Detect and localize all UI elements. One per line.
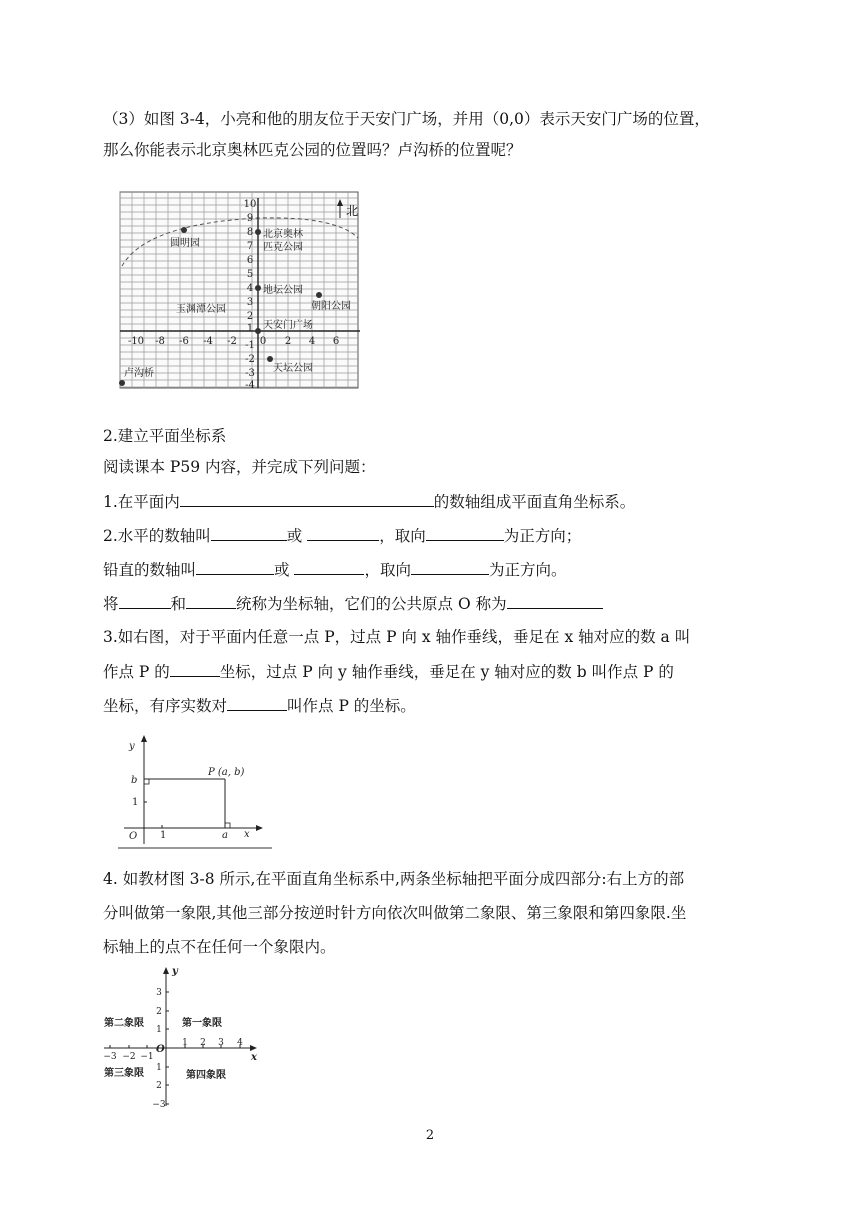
blank-abscissa[interactable] bbox=[170, 660, 220, 677]
map-xtick: -2 bbox=[227, 336, 237, 347]
item2a-prefix: 2.水平的数轴叫 bbox=[103, 527, 211, 545]
place-chaoyang: 朝阳公园 bbox=[311, 301, 351, 312]
item2b-suffix: 为正方向。 bbox=[488, 561, 567, 579]
north-label: 北 bbox=[346, 204, 359, 218]
quadrant-ytick: 1 bbox=[156, 1025, 162, 1035]
quadrant-ytick: 2 bbox=[156, 1081, 162, 1091]
y-axis-label: y bbox=[129, 741, 135, 752]
quadrant-xtick: 3 bbox=[218, 1038, 224, 1048]
b-label: b bbox=[131, 775, 138, 786]
map-xtick: -10 bbox=[127, 336, 145, 347]
map-ytick: 9 bbox=[246, 213, 254, 224]
item3-line2 bbox=[103, 660, 674, 683]
blank-vertical-direction[interactable] bbox=[411, 558, 489, 575]
map-ytick: 6 bbox=[246, 255, 254, 266]
item2a-line bbox=[103, 524, 581, 547]
item2c-line bbox=[103, 592, 603, 615]
place-yuanmingyuan: 圆明园 bbox=[170, 238, 200, 249]
place-olympic-line1: 北京奥林 bbox=[263, 229, 303, 240]
map-ytick: -2 bbox=[245, 354, 255, 365]
a-label: a bbox=[222, 830, 228, 841]
item2b-prefix: 铅直的数轴叫 bbox=[103, 561, 197, 579]
question3-line1: （3）如图 3-4，小亮和他的朋友位于天安门广场，并用（0,0）表示天安门广场的位置， bbox=[103, 110, 710, 128]
quadrant-xtick: −2 bbox=[122, 1052, 136, 1062]
item1-line bbox=[103, 490, 635, 513]
quadrant-3-label: 第三象限 bbox=[104, 1068, 144, 1079]
map-xtick: -8 bbox=[155, 336, 165, 347]
one-x-label: 1 bbox=[160, 830, 167, 841]
item3-line3-prefix: 坐标，有序实数对 bbox=[103, 697, 228, 715]
blank-origin-name[interactable] bbox=[507, 592, 603, 609]
quadrant-4-label: 第四象限 bbox=[186, 1070, 226, 1081]
origin-label: O bbox=[129, 831, 138, 842]
page-number: 2 bbox=[425, 1128, 435, 1143]
place-ditan: 地坛公园 bbox=[263, 285, 303, 296]
item3-line1: 3.如右图，对于平面内任意一点 P，过点 P 向 x 轴作垂线，垂足在 x 轴对应的数 a 叫 bbox=[103, 628, 691, 646]
place-lugouqiao: 卢沟桥 bbox=[124, 368, 154, 379]
map-ytick: 4 bbox=[246, 283, 254, 294]
quadrant-x-axis-label: x bbox=[251, 1052, 257, 1063]
quadrant-xtick: 2 bbox=[200, 1038, 206, 1048]
item1-suffix: 的数轴组成平面直角坐标系。 bbox=[433, 493, 636, 511]
map-ytick: 2 bbox=[246, 311, 254, 322]
map-xtick: 4 bbox=[308, 336, 316, 347]
item3-line2-suffix: 坐标，过点 P 向 y 轴作垂线，垂足在 y 轴对应的数 b 叫作点 P 的 bbox=[219, 663, 674, 681]
place-yuyuantan: 玉渊潭公园 bbox=[176, 304, 226, 315]
blank-axis-a[interactable] bbox=[119, 592, 171, 609]
place-tiananmen: 天安门广场 bbox=[263, 320, 313, 331]
quadrant-ytick: −3 bbox=[152, 1100, 166, 1110]
item2a-or: 或 bbox=[286, 527, 303, 545]
item1-prefix: 1.在平面内 bbox=[103, 493, 180, 511]
item3-line2-prefix: 作点 P 的 bbox=[103, 663, 170, 681]
item2c-mid: 统称为坐标轴，它们的公共原点 O 称为 bbox=[236, 595, 507, 613]
map-ytick: -3 bbox=[245, 368, 255, 379]
quadrant-origin-label: O bbox=[156, 1044, 165, 1055]
map-xtick: 0 bbox=[259, 336, 267, 347]
one-y-label: 1 bbox=[132, 797, 139, 808]
blank-axis-b[interactable] bbox=[186, 592, 236, 609]
quadrant-1-label: 第一象限 bbox=[182, 1018, 222, 1029]
item2c-and: 和 bbox=[170, 595, 187, 613]
map-ytick: 1 bbox=[246, 323, 254, 334]
item3-line3-suffix: 叫作点 P 的坐标。 bbox=[287, 697, 416, 715]
blank-vertical-axis-2[interactable] bbox=[294, 558, 364, 575]
quadrant-ytick: 3 bbox=[156, 988, 162, 998]
point-p-figure bbox=[118, 732, 274, 850]
map-ytick: 5 bbox=[246, 269, 254, 280]
section2-title: 2.建立平面坐标系 bbox=[103, 427, 227, 445]
question3-line2: 那么你能表示北京奥林匹克公园的位置吗？卢沟桥的位置呢？ bbox=[103, 141, 522, 159]
item4-line3: 标轴上的点不在任何一个象限内。 bbox=[103, 938, 336, 956]
item2a-take: ，取向 bbox=[379, 527, 426, 545]
item2b-take: ，取向 bbox=[364, 561, 411, 579]
item2c-prefix: 将 bbox=[103, 595, 119, 613]
place-tiantan: 天坛公园 bbox=[273, 363, 313, 374]
place-olympic-line2: 匹克公园 bbox=[263, 242, 303, 253]
section2-intro: 阅读课本 P59 内容，并完成下列问题： bbox=[103, 458, 376, 476]
item4-line1: 4. 如教材图 3-8 所示,在平面直角坐标系中,两条坐标轴把平面分成四部分:右上方的部 bbox=[103, 870, 685, 888]
blank-vertical-axis-1[interactable] bbox=[196, 558, 274, 575]
quadrant-ytick: 2 bbox=[156, 1007, 162, 1017]
quadrant-ytick: 1 bbox=[156, 1063, 162, 1073]
blank-horizontal-direction[interactable] bbox=[426, 524, 504, 541]
item2b-line bbox=[103, 558, 567, 581]
blank-horizontal-axis-2[interactable] bbox=[307, 524, 379, 541]
item2b-or: 或 bbox=[274, 561, 290, 579]
blank-axes[interactable] bbox=[180, 490, 434, 507]
map-xtick: 2 bbox=[284, 336, 292, 347]
point-p-label: P (a, b) bbox=[208, 767, 245, 778]
blank-horizontal-axis-1[interactable] bbox=[211, 524, 287, 541]
x-axis-label: x bbox=[244, 829, 250, 840]
map-ytick: 10 bbox=[243, 199, 257, 210]
map-xtick: 6 bbox=[332, 336, 340, 347]
map-ytick: 3 bbox=[246, 297, 254, 308]
quadrant-xtick: −1 bbox=[140, 1052, 154, 1062]
item3-line3 bbox=[103, 694, 416, 717]
beijing-map-figure bbox=[116, 188, 364, 394]
quadrant-y-axis-label: y bbox=[172, 966, 178, 977]
item2a-suffix: 为正方向； bbox=[503, 527, 582, 545]
quadrant-2-label: 第二象限 bbox=[104, 1018, 144, 1029]
item4-line2: 分叫做第一象限,其他三部分按逆时针方向依次叫做第二象限、第三象限和第四象限.坐 bbox=[103, 904, 687, 922]
map-ytick: 7 bbox=[246, 241, 254, 252]
quadrant-xtick: −3 bbox=[103, 1052, 117, 1062]
quadrant-figure bbox=[100, 964, 264, 1110]
blank-ordered-pair[interactable] bbox=[227, 694, 287, 711]
map-xtick: -6 bbox=[179, 336, 189, 347]
map-xtick: -4 bbox=[203, 336, 213, 347]
map-ytick: -4 bbox=[245, 380, 255, 391]
quadrant-xtick: 1 bbox=[182, 1038, 188, 1048]
quadrant-xtick: 4 bbox=[237, 1038, 243, 1048]
map-ytick: -1 bbox=[245, 340, 255, 351]
map-ytick: 8 bbox=[246, 227, 254, 238]
